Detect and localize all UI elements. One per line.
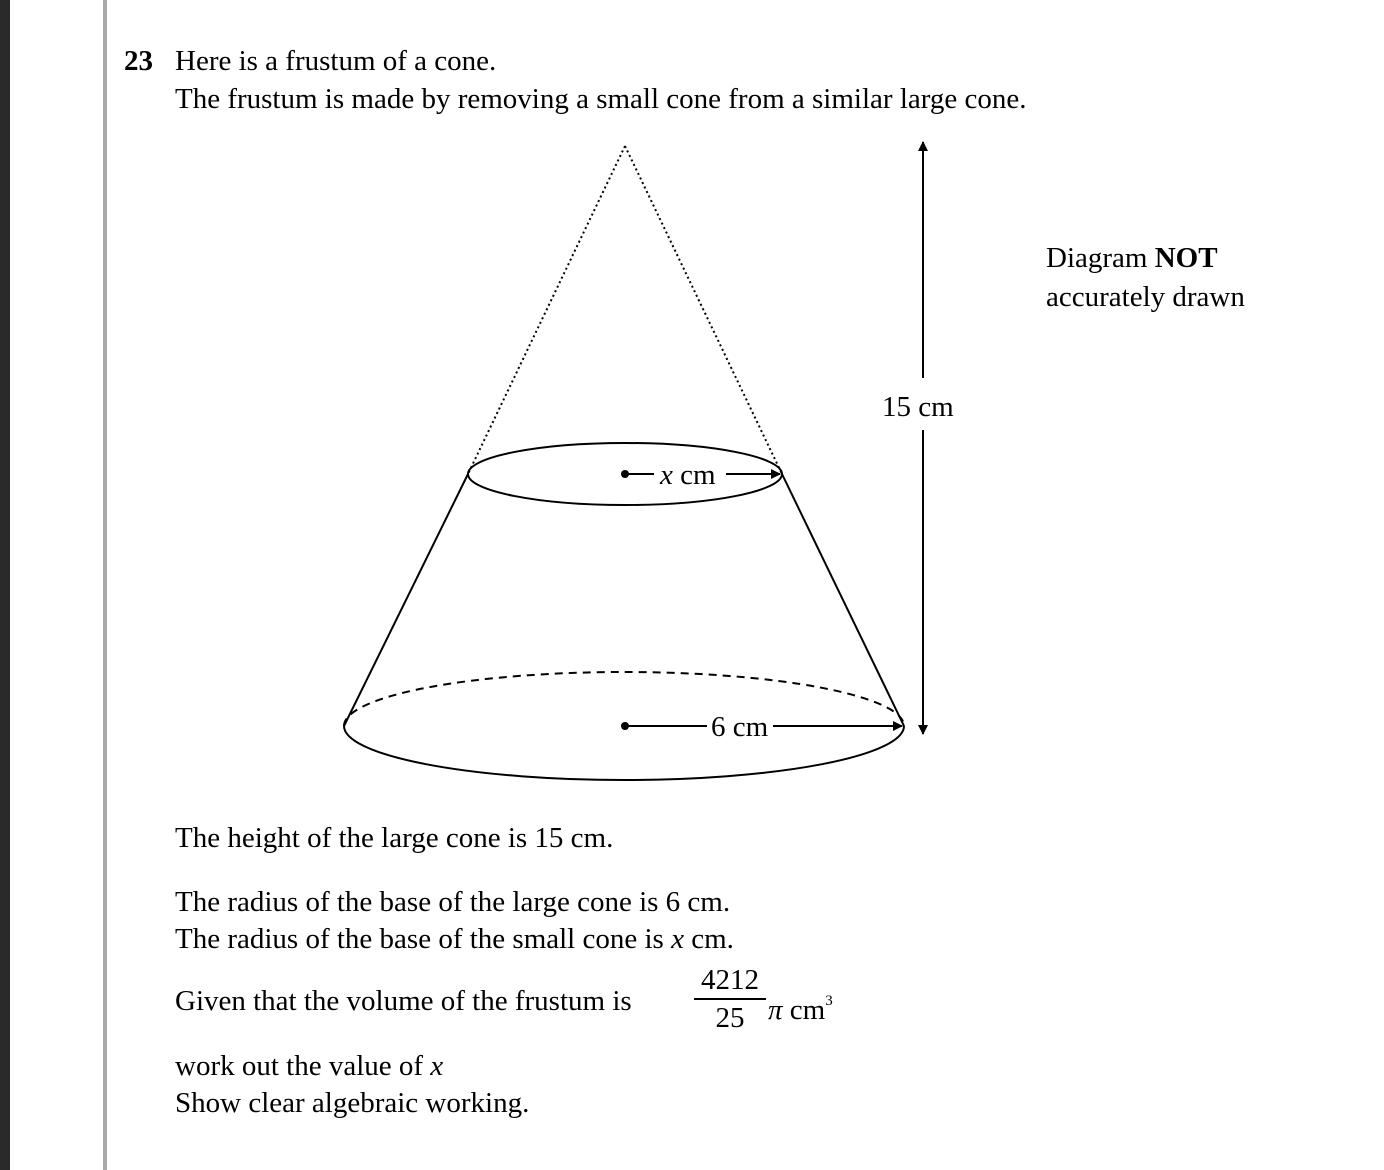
- volume-denominator: 25: [715, 1002, 745, 1034]
- base-ellipse-back: [344, 672, 904, 726]
- work-out-line: work out the value of x: [175, 1050, 444, 1082]
- statement-small-radius: The radius of the base of the small cone is x cm.: [175, 923, 734, 955]
- volume-numerator: 4212: [701, 964, 759, 996]
- large-radius-label: 6 cm: [711, 711, 769, 743]
- base-ellipse-front: [344, 726, 904, 780]
- diagram-not-accurate-note: Diagram NOT accurately drawn: [1046, 242, 1245, 313]
- statement-volume-given: Given that the volume of the frustum is: [175, 985, 632, 1017]
- question-intro-line2: The frustum is made by removing a small cone from a similar large cone.: [175, 83, 1027, 115]
- small-radius-label: x cm: [660, 459, 716, 491]
- volume-fraction: [694, 962, 766, 1036]
- small-cone-right-edge: [625, 146, 782, 474]
- statement-large-radius: The radius of the base of the large cone is 6 cm.: [175, 886, 731, 918]
- question-number: 23: [124, 45, 153, 77]
- frustum-right-side: [782, 474, 904, 726]
- height-label: 15 cm: [882, 391, 954, 423]
- instruction-line: Show clear algebraic working.: [175, 1087, 530, 1119]
- small-cone-left-edge: [468, 146, 625, 474]
- statement-height: The height of the large cone is 15 cm.: [175, 822, 614, 854]
- frustum-left-side: [344, 474, 468, 726]
- volume-pi-unit: π $cm^3$: [768, 993, 833, 1026]
- question-intro-line1: Here is a frustum of a cone.: [175, 45, 497, 77]
